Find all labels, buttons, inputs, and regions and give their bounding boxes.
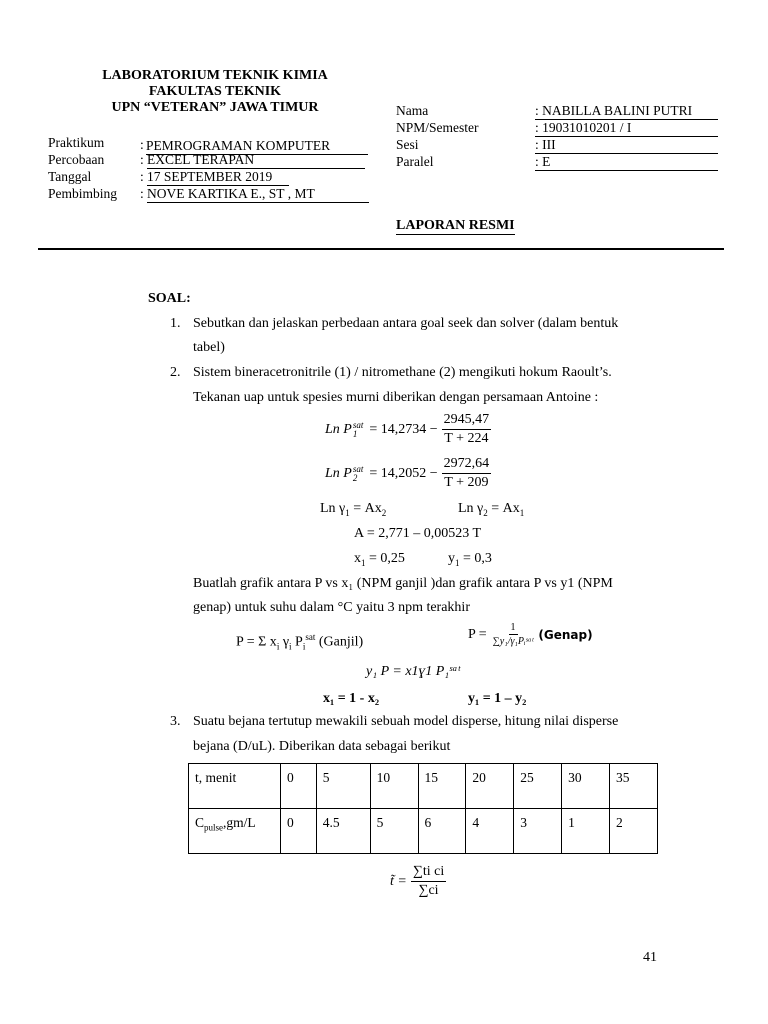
p-genap-tail: (Genap): [538, 627, 593, 642]
ln-gamma2-post: = Ax: [487, 501, 520, 516]
t-bar-equation: [390, 864, 446, 899]
ln-gamma2-sub: 2: [483, 507, 488, 518]
eq2-sup: sat: [352, 463, 364, 474]
report-title: LAPORAN RESMI: [396, 218, 515, 233]
p-ganjil: [236, 626, 363, 657]
ln-gamma2-pre: Ln γ: [458, 501, 484, 516]
ln-gamma1: [320, 498, 386, 524]
p-ganjil-mid: γ: [279, 634, 290, 650]
p-genap-den: ∑y₁/γ₁Pᵢˢᵃᵗ: [492, 636, 534, 647]
eq1-sup: sat: [352, 419, 364, 430]
table-cell: 10: [370, 764, 418, 809]
q2-line2: Tekanan uap untuk spesies murni diberikan dengan persamaan Antoine :: [193, 390, 599, 405]
x1-value: [354, 548, 405, 574]
p-ganjil-sub1: i: [276, 641, 280, 652]
value-pembimbing: NOVE KARTIKA E., ST , MT: [147, 186, 369, 203]
eq1-den: T + 224: [444, 431, 489, 446]
soal-heading: SOAL:: [148, 291, 191, 306]
q2-number: 2.: [170, 365, 181, 380]
ln-gamma1-sub2: 2: [381, 507, 387, 518]
table-row: [189, 764, 658, 809]
value-paralel: : E: [535, 154, 718, 171]
label-pembimbing: Pembimbing: [48, 186, 118, 201]
y1-sub: 1: [455, 557, 460, 568]
table-cell: 35: [610, 764, 658, 809]
q2-line1: Sistem bineracetronitrile (1) / nitromethane (2) mengikuti hokum Raoult’s.: [193, 365, 612, 380]
eq2-num: 2972,64: [442, 456, 492, 474]
c-pre: C: [195, 815, 205, 830]
eq1-num: 2945,47: [442, 412, 492, 430]
y1-relation: y₁ = 1 – y₂: [468, 691, 527, 706]
eq2-mid: = 14,2052 −: [369, 465, 438, 481]
q1-line1: Sebutkan dan jelaskan perbedaan antara goal seek dan solver (dalam bentuk: [193, 316, 619, 331]
x1-pre: x: [354, 551, 361, 566]
value-praktikum: PEMROGRAMAN KOMPUTER: [146, 138, 368, 155]
header-divider: [38, 248, 724, 250]
university-title: UPN “VETERAN” JAWA TIMUR: [111, 100, 319, 115]
q1-line2: tabel): [193, 340, 225, 355]
lab-title: LABORATORIUM TEKNIK KIMIA: [102, 68, 328, 83]
p-genap-pre: P =: [468, 626, 487, 642]
sep-tanggal: :: [140, 169, 144, 184]
y1-post: = 0,3: [459, 551, 492, 566]
table-cell: 6: [418, 809, 466, 854]
value-npm: : 19031010201 / I: [535, 120, 718, 137]
y1-pre: y: [448, 551, 455, 566]
p-genap: [468, 622, 593, 647]
p-ganjil-sup: sat: [305, 632, 316, 642]
q3-line2: bejana (D/uL). Diberikan data sebagai berikut: [193, 739, 451, 754]
antoine-eq2: [325, 456, 491, 491]
q1-number: 1.: [170, 316, 181, 331]
label-paralel: Paralel: [396, 154, 434, 169]
table-cell: [189, 809, 281, 854]
t-bar-den: ∑ci: [418, 883, 439, 898]
eq1-sub: 1: [352, 428, 358, 439]
p-ganjil-end: P: [291, 634, 303, 650]
ln-gamma2-sub2: 1: [519, 507, 525, 518]
sep-pembimbing: :: [140, 186, 144, 201]
label-percobaan: Percobaan: [48, 152, 105, 167]
eq2-lhs: Ln P: [325, 465, 352, 481]
faculty-title: FAKULTAS TEKNIK: [148, 84, 282, 99]
a-equation: A = 2,771 – 0,00523 T: [354, 526, 482, 541]
table-cell: 5: [316, 764, 370, 809]
x1-sub: 1: [361, 557, 366, 568]
table-cell: 0: [281, 809, 317, 854]
p-ganjil-tail: (Ganjil): [315, 634, 364, 650]
label-praktikum: Praktikum: [48, 135, 105, 150]
table-cell: 30: [562, 764, 610, 809]
table-cell: 1: [562, 809, 610, 854]
q3-number: 3.: [170, 714, 181, 729]
p-genap-num: 1: [510, 622, 516, 633]
value-tanggal: 17 SEPTEMBER 2019: [147, 169, 289, 186]
t-bar-num: ∑ti ci: [411, 864, 446, 882]
q2-para1: Buatlah grafik antara P vs x₁ (NPM ganjil )dan grafik antara P vs y1 (NPM: [193, 576, 613, 591]
table-cell: 4: [466, 809, 514, 854]
data-table: [188, 763, 658, 854]
y1-value: [448, 548, 492, 574]
q3-line1: Suatu bejana tertutup mewakili sebuah model disperse, hitung nilai disperse: [193, 714, 619, 729]
antoine-eq1: [325, 412, 491, 447]
table-cell: 15: [418, 764, 466, 809]
ln-gamma2: [458, 498, 524, 524]
table-row: [189, 809, 658, 854]
table-cell: 3: [514, 809, 562, 854]
eq1-mid: = 14,2734 −: [369, 421, 438, 437]
table-cell: 4.5: [316, 809, 370, 854]
x1-relation: x₁ = 1 - x₂: [323, 691, 380, 706]
value-percobaan: EXCEL TERAPAN: [147, 152, 365, 169]
label-tanggal: Tanggal: [48, 169, 92, 184]
page-number: 41: [643, 950, 657, 965]
p-ganjil-pre: P = Σ x: [236, 634, 277, 650]
value-sesi: : III: [535, 137, 718, 154]
p-ganjil-sub2: i: [289, 641, 292, 652]
table-cell: 0: [281, 764, 317, 809]
eq1-lhs: Ln P: [325, 421, 352, 437]
table-cell: t, menit: [189, 764, 281, 809]
eq2-sub: 2: [352, 472, 358, 483]
sep-praktikum: :: [140, 137, 144, 152]
q2-para2: genap) untuk suhu dalam °C yaitu 3 npm terakhir: [193, 600, 470, 615]
ln-gamma1-sub: 1: [345, 507, 350, 518]
x1-post: = 0,25: [365, 551, 405, 566]
table-cell: 20: [466, 764, 514, 809]
ln-gamma1-pre: Ln γ: [320, 501, 346, 516]
p-ganjil-sub3: i: [302, 641, 306, 652]
value-nama: : NABILLA BALINI PUTRI: [535, 103, 718, 120]
table-cell: 5: [370, 809, 418, 854]
sep-percobaan: :: [140, 152, 144, 167]
t-bar-lhs: t̃ =: [390, 873, 407, 889]
eq2-den: T + 209: [444, 475, 489, 490]
label-npm: NPM/Semester: [396, 120, 479, 135]
ln-gamma1-post: = Ax: [349, 501, 382, 516]
label-sesi: Sesi: [396, 137, 419, 152]
c-sub: pulse: [204, 822, 224, 833]
table-cell: 25: [514, 764, 562, 809]
y1p-equation: y₁ P = x1ɣ1 P₁ˢᵃᵗ: [366, 664, 461, 679]
c-post: ,gm/L: [223, 815, 256, 830]
label-nama: Nama: [396, 103, 429, 118]
table-cell: 2: [610, 809, 658, 854]
